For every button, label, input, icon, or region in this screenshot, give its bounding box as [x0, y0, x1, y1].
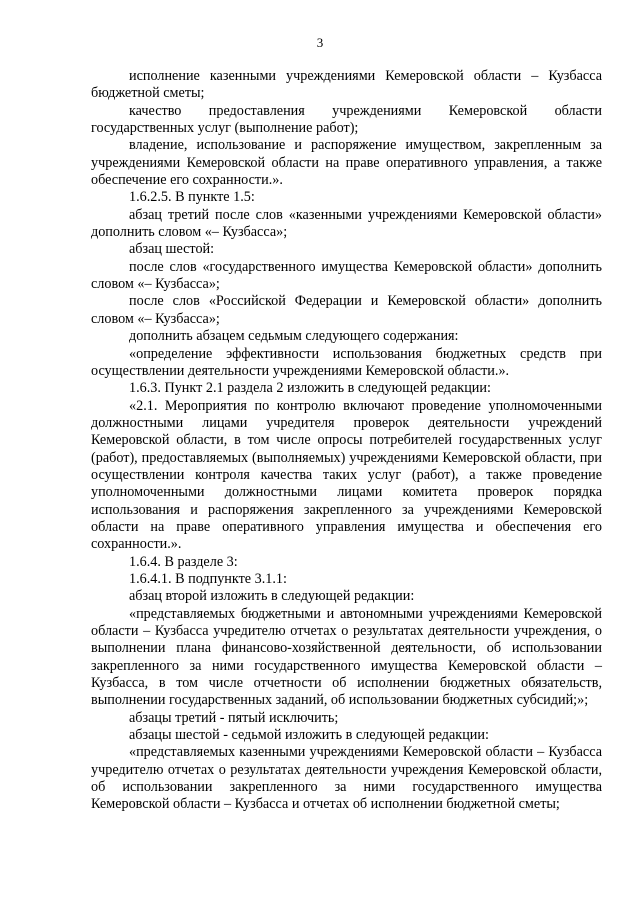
paragraph: после слов «государственного имущества Кемеровской области» дополнить словом «– Кузбасса»; — [91, 258, 602, 293]
paragraph: абзацы шестой - седьмой изложить в следующей редакции: — [129, 727, 489, 744]
paragraph: качество предоставления учреждениями Кемеровской области государственных услуг (выполнение работ); — [91, 102, 602, 137]
paragraph: 1.6.4.1. В подпункте 3.1.1: — [129, 570, 287, 587]
paragraph: дополнить абзацем седьмым следующего содержания: — [129, 328, 459, 345]
document-body — [91, 68, 602, 814]
paragraph: исполнение казенными учреждениями Кемеровской области – Кузбасса бюджетной сметы; — [91, 68, 602, 102]
paragraph: абзацы третий - пятый исключить; — [129, 709, 339, 726]
paragraph: 1.6.2.5. В пункте 1.5: — [129, 189, 255, 206]
paragraph: абзац второй изложить в следующей редакции: — [129, 588, 415, 605]
paragraph: «определение эффективности использования бюджетных средств при осуществлении деятельности учреждениями Кемеровской области.». — [91, 345, 602, 379]
page-number: 3 — [316, 35, 324, 50]
paragraph: 1.6.4. В разделе 3: — [129, 553, 238, 570]
paragraph: после слов «Российской Федерации и Кемеровской области» дополнить словом «– Кузбасса»; — [91, 293, 602, 327]
paragraph: «2.1. Мероприятия по контролю включают проведение уполномоченными должностными лицами учредителя проверок деятельности учреждений Кемеровской области, в том числе опросы потребителей государственных услуг (работ), предоставляемых (выполняемых) учреждениями Кемеровской области, при осуществлении контроля качества таких услуг (работ), а также проведение уполномоченными должностными лицами комитета проверок порядка использования и распоряжения закрепленного за учреждениями Кемеровской области на праве оперативного управления имущества и обеспечения его сохранности.». — [91, 397, 602, 553]
paragraph: абзац шестой: — [129, 241, 215, 258]
paragraph: «представляемых казенными учреждениями Кемеровской области – Кузбасса учредителю отчетах о результатах деятельности учреждения Кемеровской области, об использовании закрепленного за ними государственного имущества Кемеровской области – Кузбасса и отчетах об исполнении бюджетной сметы; — [91, 744, 602, 813]
paragraph: владение, использование и распоряжение имуществом, закрепленным за учреждениями Кемеровской области на праве оперативного управления, а также обеспечение его сохранности.». — [91, 137, 602, 189]
paragraph: 1.6.3. Пункт 2.1 раздела 2 изложить в следующей редакции: — [129, 380, 491, 397]
paragraph: абзац третий после слов «казенными учреждениями Кемеровской области» дополнить словом «– Кузбасса»; — [91, 206, 602, 241]
paragraph: «представляемых бюджетными и автономными учреждениями Кемеровской области – Кузбасса учредителю отчетах о результатах деятельности учреждения, о выполнении плана финансово-хозяйственной деятельности, об использовании закрепленного за ними государственного имущества Кемеровской области – Кузбасса, в том числе отчетности об исполнении бюджетных обязательств, выполнении государственных заданий, об использовании бюджетных субсидий;»; — [91, 605, 602, 709]
